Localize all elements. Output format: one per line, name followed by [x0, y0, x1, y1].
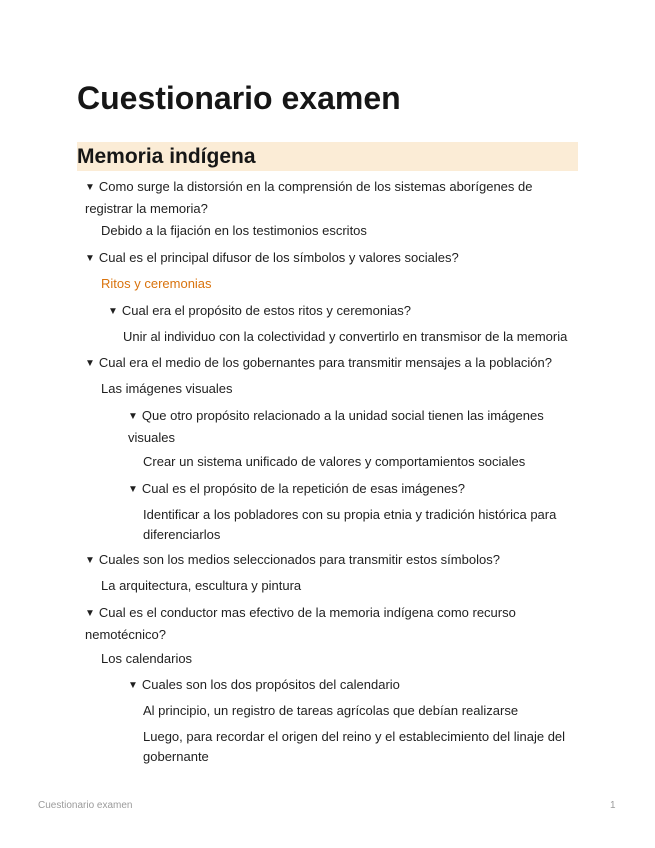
toggle-question-ritos[interactable]: ▼ Cual era el propósito de estos ritos y ceremonias?: [108, 301, 411, 323]
toggle-question-calendario[interactable]: ▼ Cuales son los dos propósitos del calendario: [128, 675, 400, 697]
footer-title: Cuestionario examen: [38, 800, 133, 811]
answer-text: Unir al individuo con la colectividad y convertirlo en transmisor de la memoria: [123, 329, 568, 344]
answer-text: La arquitectura, escultura y pintura: [101, 578, 302, 593]
page-title: Cuestionario examen: [77, 80, 401, 116]
toggle-question-difusor[interactable]: ▼ Cual es el principal difusor de los símbolos y valores sociales?: [85, 248, 459, 270]
answer-text: Luego, para recordar el origen del reino y el establecimiento del linaje del gobernante: [143, 729, 566, 764]
answer-text: Las imágenes visuales: [101, 381, 233, 396]
answer-text: Los calendarios: [101, 651, 193, 666]
toggle-question-unidad-social[interactable]: ▼ Que otro propósito relacionado a la unidad social tienen las imágenes visuales: [128, 406, 548, 448]
section-heading: Memoria indígena: [77, 142, 578, 171]
toggle-question-distorsion[interactable]: ▼ Como surge la distorsión en la comprensión de los sistemas aborígenes de registrar la memoria?: [85, 177, 553, 219]
answer-text-highlighted: Ritos y ceremonias: [101, 276, 212, 291]
toggle-question-medio[interactable]: ▼ Cual era el medio de los gobernantes para transmitir mensajes a la población?: [85, 353, 552, 375]
toggle-question-medios[interactable]: ▼ Cuales son los medios seleccionados para transmitir estos símbolos?: [85, 550, 500, 572]
answer-text: Al principio, un registro de tareas agrícolas que debían realizarse: [143, 703, 519, 718]
toggle-question-repeticion[interactable]: ▼ Cual es el propósito de la repetición de esas imágenes?: [128, 479, 465, 501]
footer-page-number: 1: [610, 800, 616, 811]
answer-text: Crear un sistema unificado de valores y comportamientos sociales: [143, 454, 526, 469]
answer-text: Identificar a los pobladores con su propia etnia y tradición histórica para diferenciarlos: [143, 507, 557, 542]
toggle-question-conductor[interactable]: ▼ Cual es el conductor mas efectivo de la memoria indígena como recurso nemotécnico?: [85, 603, 543, 645]
answer-text: Debido a la fijación en los testimonios escritos: [101, 223, 367, 238]
